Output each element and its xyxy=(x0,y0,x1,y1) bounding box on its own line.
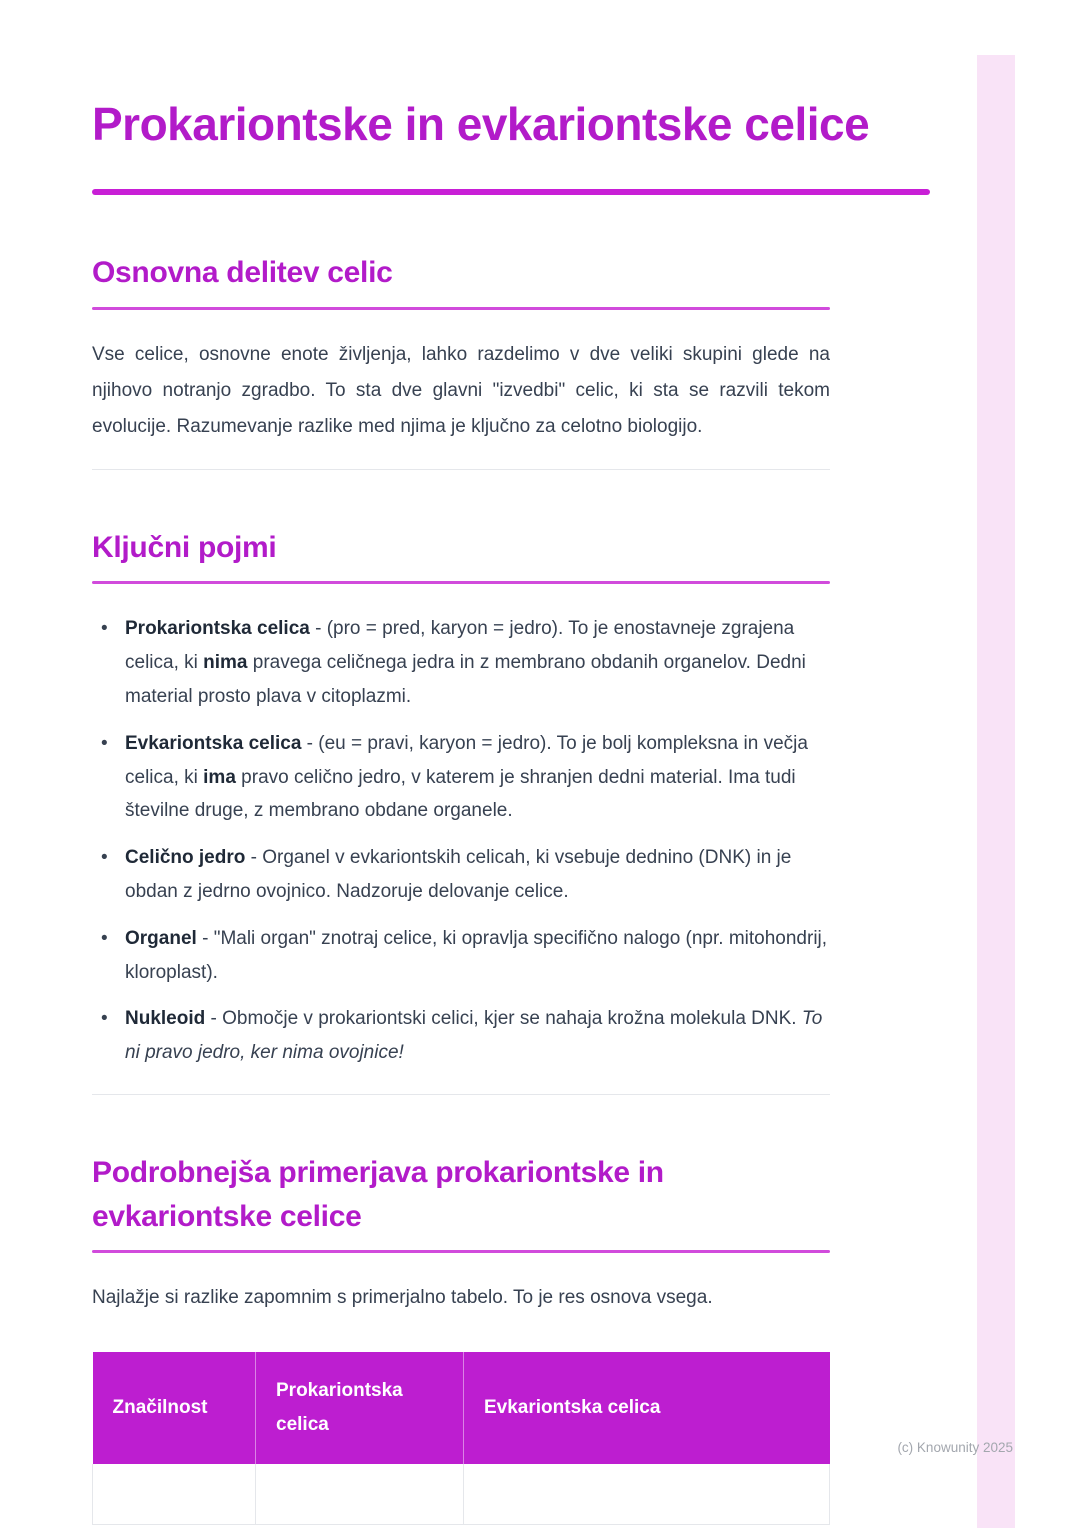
title-rule xyxy=(92,189,930,195)
comparison-paragraph: Najlažje si razlike zapomnim s primerjalno tabelo. To je res osnova vsega. xyxy=(92,1287,713,1309)
copyright-note: (c) Knowunity 2025 xyxy=(897,1440,1013,1455)
section-key-terms xyxy=(92,526,830,1070)
table-header-cell: Prokariontska celica xyxy=(256,1352,464,1464)
section-heading-intro: Osnovna delitev celic xyxy=(92,256,393,290)
section-heading-key-terms: Ključni pojmi xyxy=(92,530,277,564)
key-terms-list xyxy=(92,612,830,1070)
table-header-row xyxy=(93,1352,830,1464)
heading-rule xyxy=(92,307,830,310)
page-title: Prokariontske in evkariontske celice xyxy=(92,98,870,150)
section-divider xyxy=(92,469,830,470)
table-header-cell: Evkariontska celica xyxy=(464,1352,830,1464)
heading-rule xyxy=(92,581,830,584)
section-comparison xyxy=(92,1151,830,1525)
page-edge-stripe xyxy=(977,55,1015,1528)
table-cell xyxy=(256,1464,464,1524)
section-intro xyxy=(92,251,830,445)
list-item: • Prokariontska celica - (pro = pred, karyon = jedro). To je enostavneje zgrajena celica, ki nima pravega celičnega jedra in z membrano obdanih organelov. Dedni material prosto plava v citoplazmi. xyxy=(92,612,830,713)
list-item: • Evkariontska celica - (eu = pravi, karyon = jedro). To je bolj kompleksna in večja celica, ki ima pravo celično jedro, v katerem je shranjen dedni material. Ima tudi številne druge, z membrano obdane organele. xyxy=(92,727,830,828)
table-cell xyxy=(464,1464,830,1524)
page-content xyxy=(92,0,870,1525)
list-item: • Nukleoid - Območje v prokariontski celici, kjer se nahaja krožna molekula DNK. To ni pravo jedro, ker nima ovojnice! xyxy=(92,1002,830,1070)
list-item: • Celično jedro - Organel v evkariontskih celicah, ki vsebuje dednino (DNK) in je obdan z jedrno ovojnico. Nadzoruje delovanje celice. xyxy=(92,841,830,909)
table-cell xyxy=(93,1464,256,1524)
heading-rule xyxy=(92,1250,830,1253)
comparison-table xyxy=(92,1352,830,1525)
intro-paragraph: Vse celice, osnovne enote življenja, lahko razdelimo v dve veliki skupini glede na njihovo notranjo zgradbo. To sta dve glavni "izvedbi" celic, ki sta se razvili tekom evolucije. Razumevanje razlike med njima je ključno za celotno biologijo. xyxy=(92,343,830,437)
section-heading-comparison: Podrobnejša primerjava prokariontske in evkariontske celice xyxy=(92,1156,664,1233)
table-body-row xyxy=(93,1464,830,1524)
list-item: • Organel - "Mali organ" znotraj celice, ki opravlja specifično nalogo (npr. mitohondrij, kloroplast). xyxy=(92,922,830,990)
section-divider xyxy=(92,1094,830,1095)
table-header-cell: Značilnost xyxy=(93,1352,256,1464)
